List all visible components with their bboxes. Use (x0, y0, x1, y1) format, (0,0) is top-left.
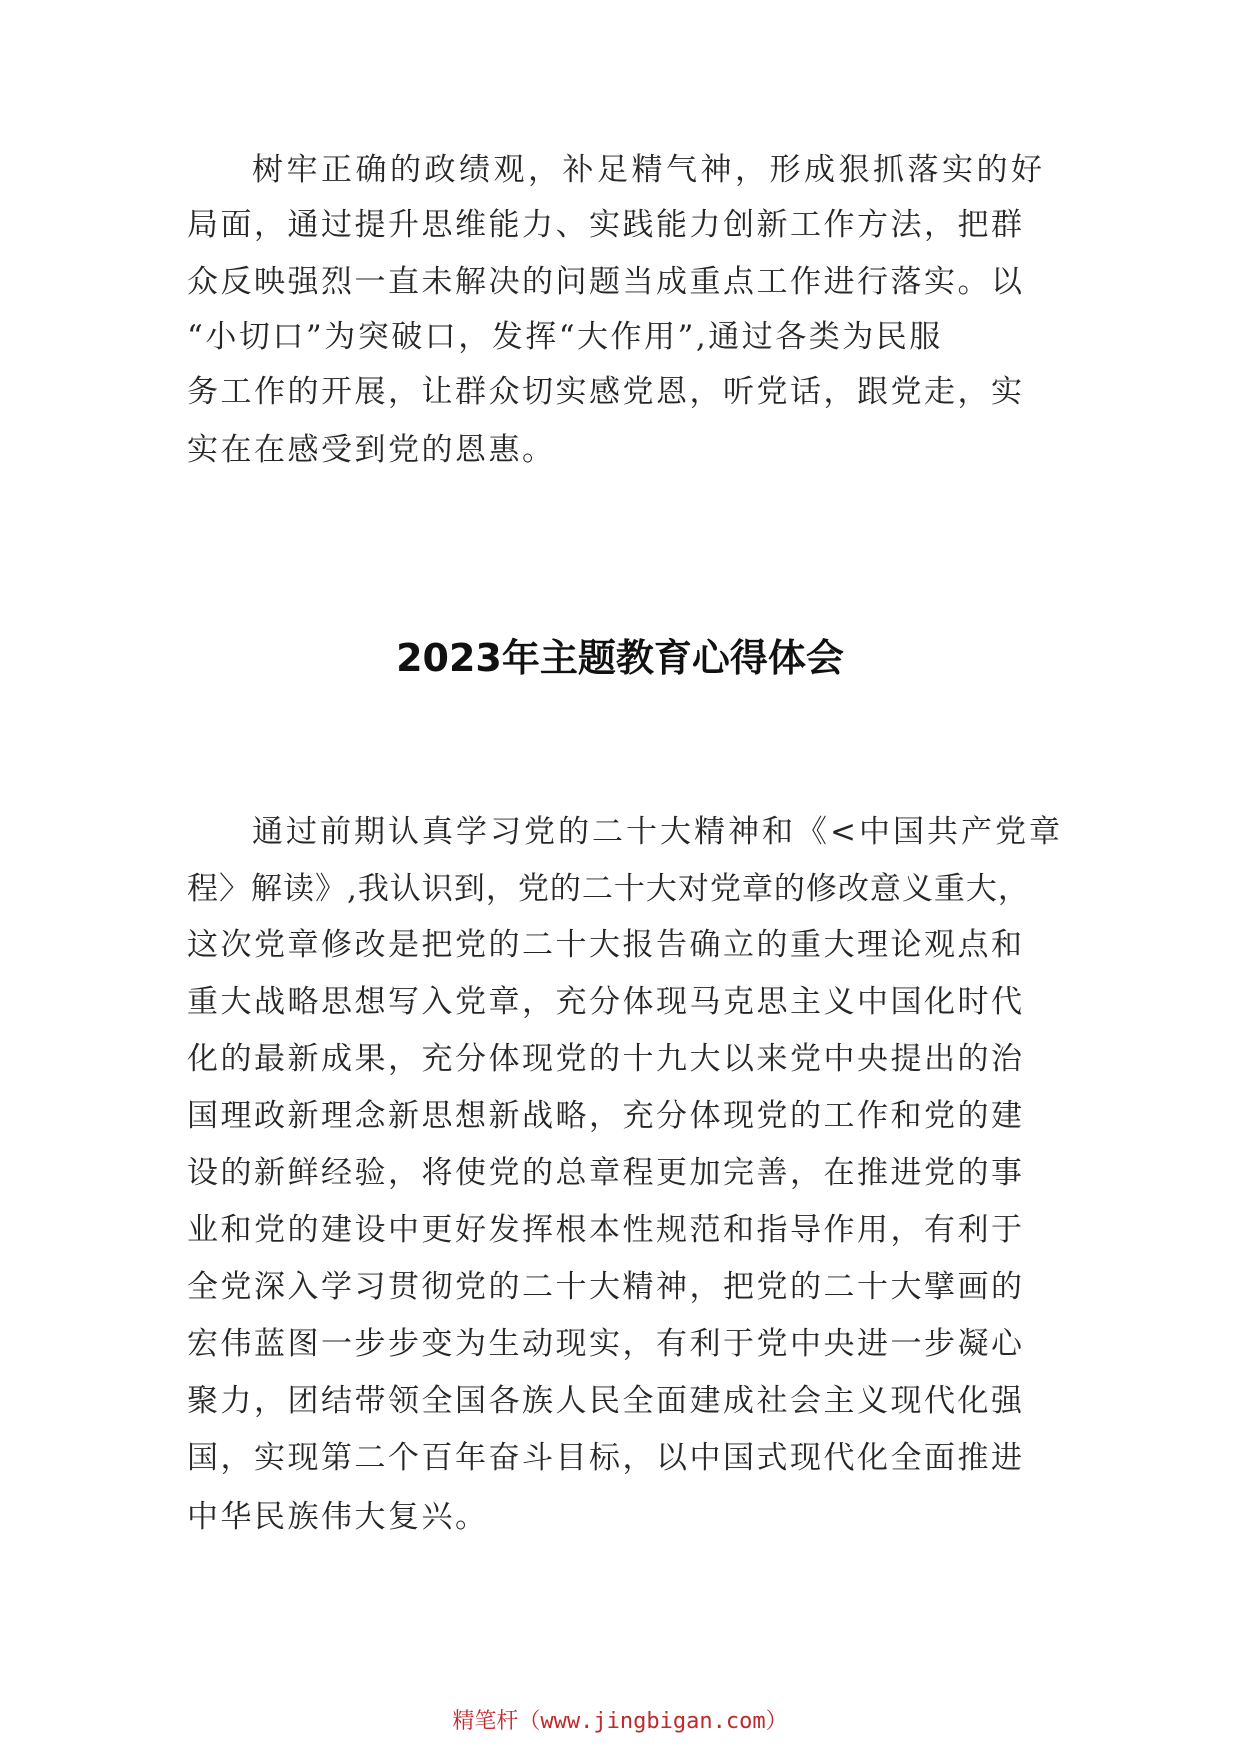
paragraph-2-line: 通过前期认真学习党的二十大精神和《<中国共产党章 (252, 814, 1063, 850)
paragraph-1-line: 实在在感受到党的恩惠。 (187, 432, 556, 468)
paragraph-2-line: 业和党的建设中更好发挥根本性规范和指导作用，有利于 (187, 1212, 1025, 1248)
paragraph-2-line: 设的新鲜经验，将使党的总章程更加完善，在推进党的事 (187, 1155, 1025, 1191)
paragraph-2-line: 国，实现第二个百年奋斗目标，以中国式现代化全面推进 (187, 1440, 1025, 1476)
paragraph-2-line: 程〉解读》,我认识到，党的二十大对党章的修改意义重大， (187, 871, 1030, 907)
paragraph-1-line: 局面，通过提升思维能力、实践能力创新工作方法，把群 (187, 207, 1025, 243)
paragraph-2-line: 全党深入学习贯彻党的二十大精神，把党的二十大擘画的 (187, 1269, 1025, 1305)
paragraph-2-line: 国理政新理念新思想新战略，充分体现党的工作和党的建 (187, 1098, 1025, 1134)
paragraph-1-line: 务工作的开展，让群众切实感党恩，听党话，跟党走，实 (187, 374, 1025, 410)
paragraph-2-line: 聚力，团结带领全国各族人民全面建成社会主义现代化强 (187, 1383, 1025, 1419)
paragraph-2-line: 这次党章修改是把党的二十大报告确立的重大理论观点和 (187, 927, 1025, 963)
page-title: 2023年主题教育心得体会 (396, 636, 844, 680)
paragraph-2-line: 化的最新成果，充分体现党的十九大以来党中央提出的治 (187, 1041, 1025, 1077)
paragraph-1-line: 众反映强烈一直未解决的问题当成重点工作进行落实。以 (187, 264, 1025, 300)
paragraph-2-line: 重大战略思想写入党章，充分体现马克思主义中国化时代 (187, 984, 1025, 1020)
paragraph-1-line: 树牢正确的政绩观，补足精气神，形成狠抓落实的好 (252, 152, 1046, 188)
paragraph-1-line: “小切口”为突破口，发挥“大作用”,通过各类为民服 (187, 319, 943, 355)
paragraph-2-line: 中华民族伟大复兴。 (187, 1499, 489, 1535)
paragraph-2-line: 宏伟蓝图一步步变为生动现实，有利于党中央进一步凝心 (187, 1326, 1025, 1362)
footer-source-link[interactable]: 精笔杆（www.jingbigan.com） (452, 1709, 788, 1734)
